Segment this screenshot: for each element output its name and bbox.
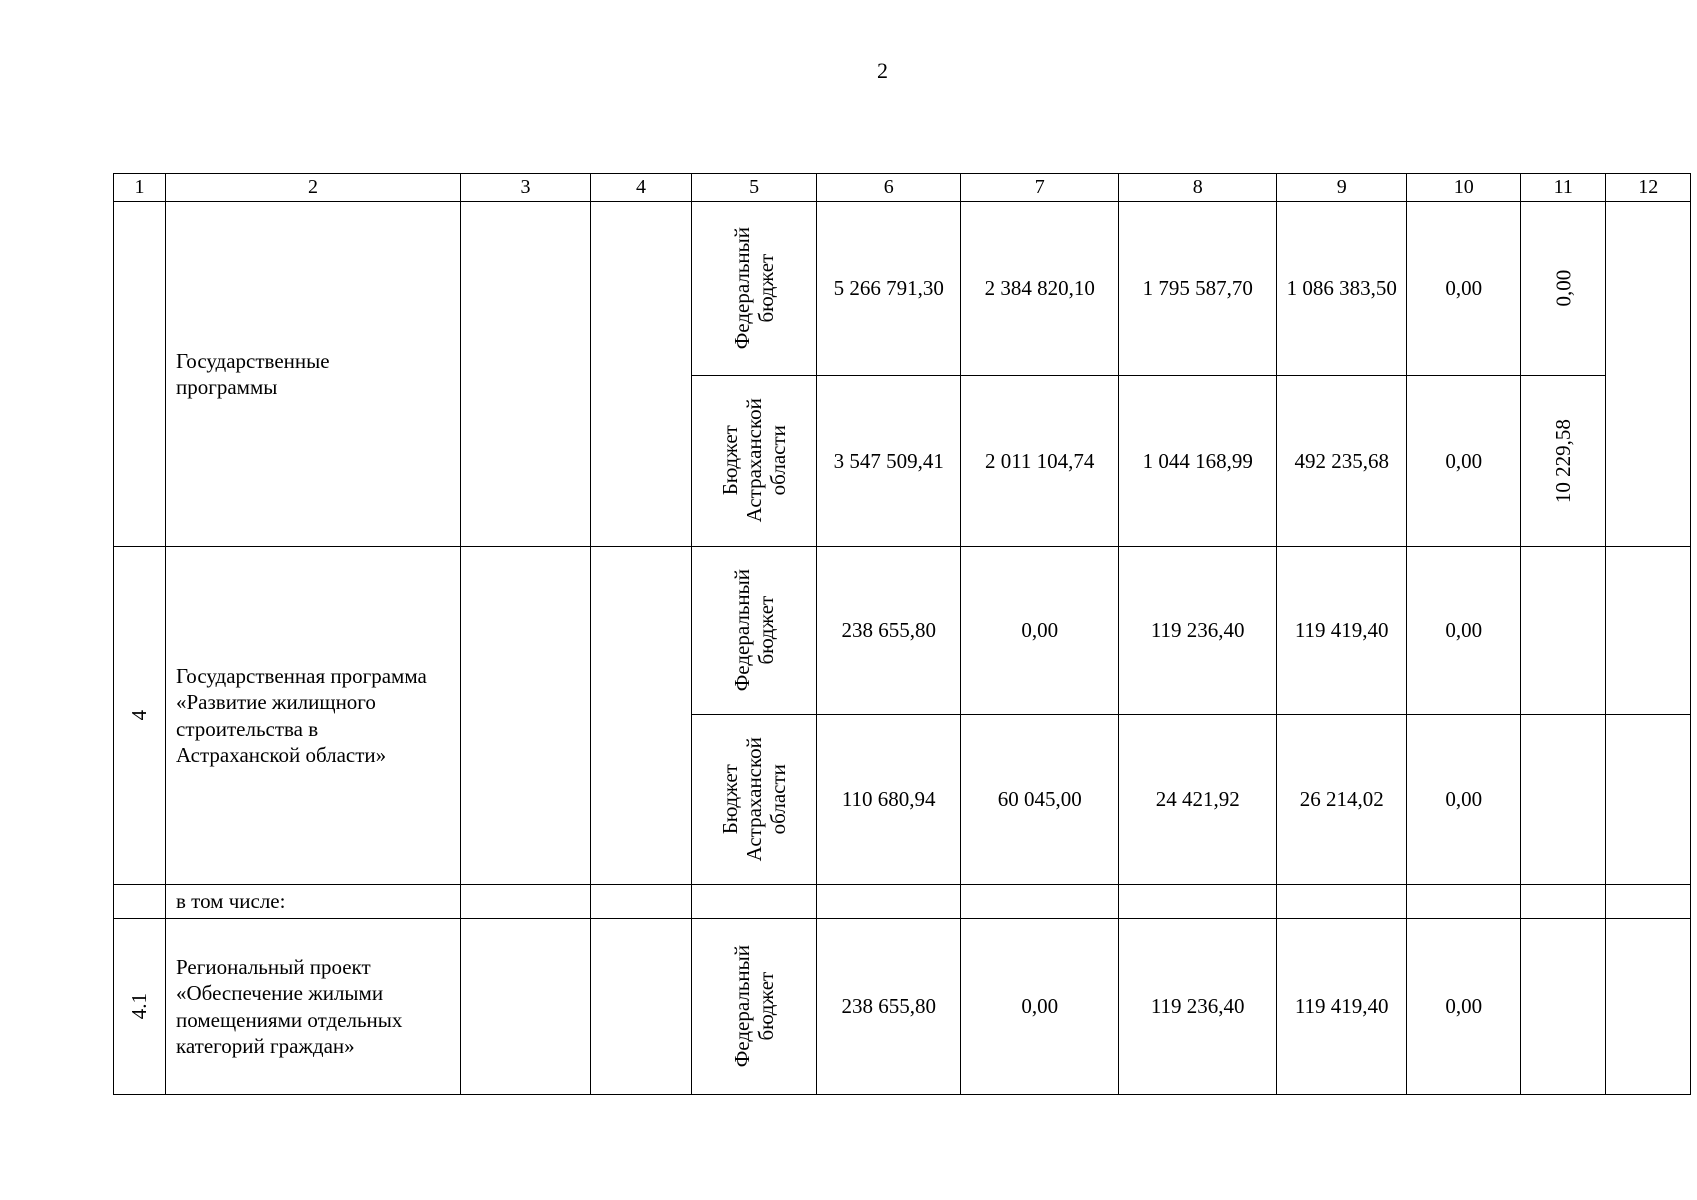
table-row (114, 919, 1691, 1095)
header-cell: 6 (817, 174, 961, 202)
value-cell: 119 236,40 (1119, 547, 1277, 715)
source-label: Федеральный бюджет (729, 568, 779, 692)
source-cell (692, 202, 817, 376)
header-row (114, 174, 1691, 202)
value-cell: 0,00 (1521, 202, 1606, 376)
value-cell: 238 655,80 (817, 547, 961, 715)
header-cell: 4 (591, 174, 692, 202)
value-cell: 119 419,40 (1277, 919, 1407, 1095)
value-cell: 24 421,92 (1119, 715, 1277, 885)
header-cell: 12 (1606, 174, 1691, 202)
header-cell: 10 (1407, 174, 1521, 202)
value-cell: 0,00 (961, 919, 1119, 1095)
header-cell: 7 (961, 174, 1119, 202)
table-row (114, 547, 1691, 715)
header-cell: 8 (1119, 174, 1277, 202)
header-cell: 3 (461, 174, 591, 202)
table-row (114, 885, 1691, 919)
source-cell (692, 919, 817, 1095)
value-cell: 26 214,02 (1277, 715, 1407, 885)
value-cell: 119 236,40 (1119, 919, 1277, 1095)
value-cell: 110 680,94 (817, 715, 961, 885)
value-cell: 1 795 587,70 (1119, 202, 1277, 376)
row-number-cell (114, 202, 166, 547)
row-name-cell: Региональный проект «Обеспечение жилыми помещениями отдельных категорий граждан» (166, 919, 461, 1095)
value-cell: 2 384 820,10 (961, 202, 1119, 376)
value-cell: 60 045,00 (961, 715, 1119, 885)
source-label: Федеральный бюджет (729, 944, 779, 1068)
source-cell (692, 547, 817, 715)
value-cell: 0,00 (1407, 376, 1521, 547)
value-cell: 492 235,68 (1277, 376, 1407, 547)
value-cell: 1 086 383,50 (1277, 202, 1407, 376)
value-cell: 0,00 (1407, 202, 1521, 376)
value-cell: 3 547 509,41 (817, 376, 961, 547)
value-cell: 238 655,80 (817, 919, 961, 1095)
row-number-cell: 4.1 (114, 919, 166, 1095)
value-cell: 0,00 (961, 547, 1119, 715)
row-name-cell: Государственная программа «Развитие жилищного строительства в Астраханской области» (166, 547, 461, 885)
source-cell (692, 715, 817, 885)
header-cell: 2 (166, 174, 461, 202)
source-cell (692, 376, 817, 547)
value-cell: 119 419,40 (1277, 547, 1407, 715)
source-label: Федеральный бюджет (729, 226, 779, 350)
header-cell: 9 (1277, 174, 1407, 202)
source-label: Бюджет Астраханской области (717, 398, 791, 523)
value-cell: 1 044 168,99 (1119, 376, 1277, 547)
header-cell: 1 (114, 174, 166, 202)
page-number: 2 (877, 58, 888, 83)
value-cell: 0,00 (1407, 919, 1521, 1095)
source-label: Бюджет Астраханской области (717, 736, 791, 862)
row-name-cell: в том числе: (166, 885, 461, 919)
value-cell: 5 266 791,30 (817, 202, 961, 376)
row-number-cell: 4 (114, 547, 166, 885)
value-cell: 0,00 (1407, 547, 1521, 715)
budget-table (113, 173, 1691, 1095)
row-name-cell: Государственные программы (166, 202, 461, 547)
value-cell: 2 011 104,74 (961, 376, 1119, 547)
header-cell: 11 (1521, 174, 1606, 202)
table-row (114, 202, 1691, 376)
header-cell: 5 (692, 174, 817, 202)
value-cell: 10 229,58 (1521, 376, 1606, 547)
value-cell: 0,00 (1407, 715, 1521, 885)
